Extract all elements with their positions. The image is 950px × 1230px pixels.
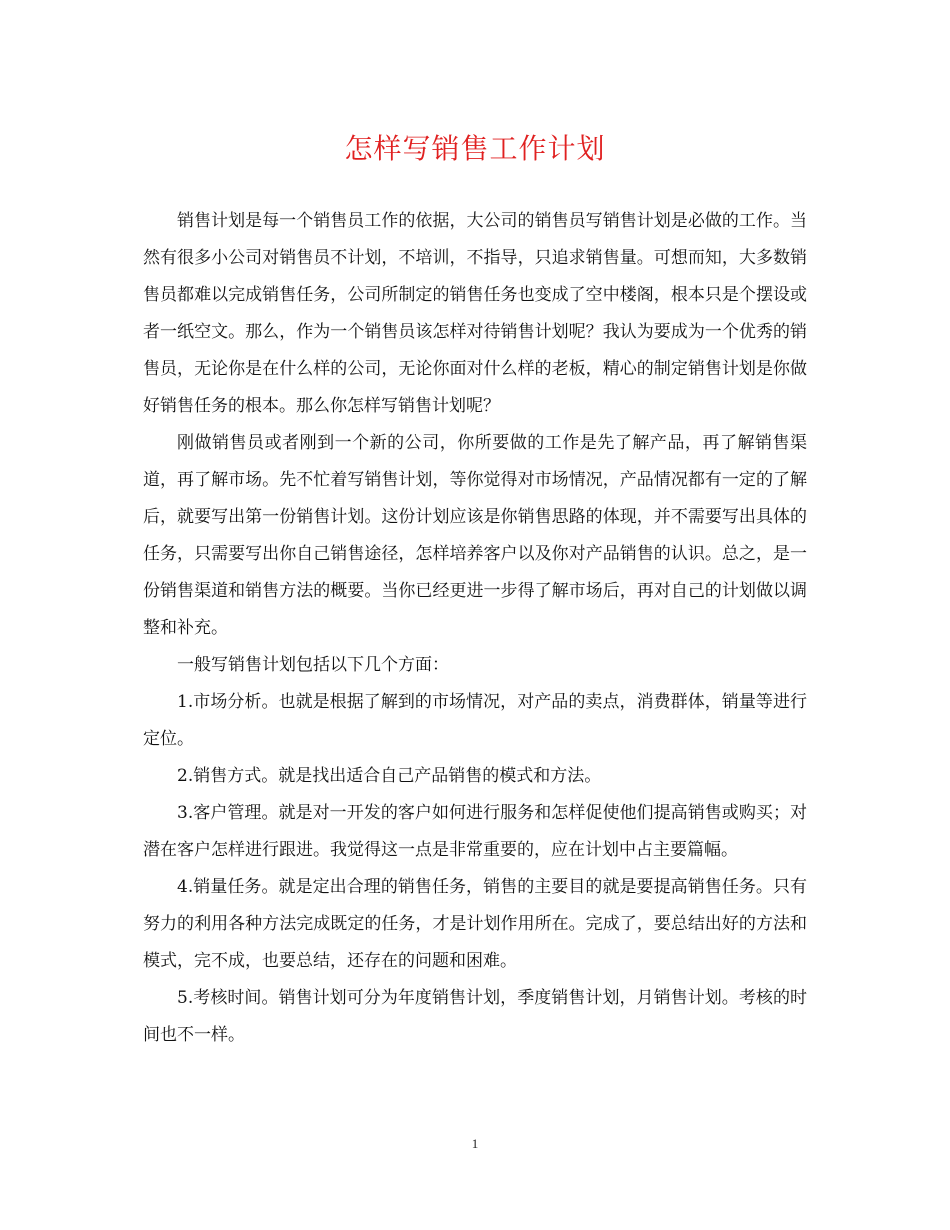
paragraph-intro: 销售计划是每一个销售员工作的依据，大公司的销售员写销售计划是必做的工作。当然有很多小公司对销售员不计划，不培训，不指导，只追求销售量。可想而知，大多数销售员都难以完成销售任务，公司所制定的销售任务也变成了空中楼阁，根本只是个摆设或者一纸空文。那么，作为一个销售员该怎样对待销售计划呢？我认为要成为一个优秀的销售员，无论你是在什么样的公司，无论你面对什么样的老板，精心的制定销售计划是你做好销售任务的根本。那么你怎样写销售计划呢？	[143, 211, 807, 416]
paragraph-customer-management: 3.客户管理。就是对一开发的客户如何进行服务和怎样促使他们提高销售或购买；对潜在客户怎样进行跟进。我觉得这一点是非常重要的，应在计划中占主要篇幅。	[143, 803, 807, 860]
paragraph-market-analysis: 1.市场分析。也就是根据了解到的市场情况，对产品的卖点，消费群体，销量等进行定位。	[143, 692, 807, 749]
page-number: 1	[471, 1136, 479, 1151]
paragraph-aspects-heading: 一般写销售计划包括以下几个方面：	[177, 655, 449, 675]
paragraph-assessment-time: 5.考核时间。销售计划可分为年度销售计划，季度销售计划，月销售计划。考核的时间也不一样。	[143, 988, 807, 1045]
paragraph-sales-target: 4.销量任务。就是定出合理的销售任务，销售的主要目的就是要提高销售任务。只有努力的利用各种方法完成既定的任务，才是计划作用所在。完成了，要总结出好的方法和模式，完不成，也要总结，还存在的问题和困难。	[143, 877, 807, 971]
document-title: 怎样写销售工作计划	[344, 132, 606, 165]
document-body	[143, 203, 807, 1054]
paragraph-sales-method: 2.销售方式。就是找出适合自己产品销售的模式和方法。	[177, 766, 602, 786]
paragraph-getting-started: 刚做销售员或者刚到一个新的公司，你所要做的工作是先了解产品，再了解销售渠道，再了解市场。先不忙着写销售计划，等你觉得对市场情况，产品情况都有一定的了解后，就要写出第一份销售计划。这份计划应该是你销售思路的体现，并不需要写出具体的任务，只需要写出你自己销售途径，怎样培养客户以及你对产品销售的认识。总之，是一份销售渠道和销售方法的概要。当你已经更进一步得了解市场后，再对自己的计划做以调整和补充。	[143, 433, 807, 638]
